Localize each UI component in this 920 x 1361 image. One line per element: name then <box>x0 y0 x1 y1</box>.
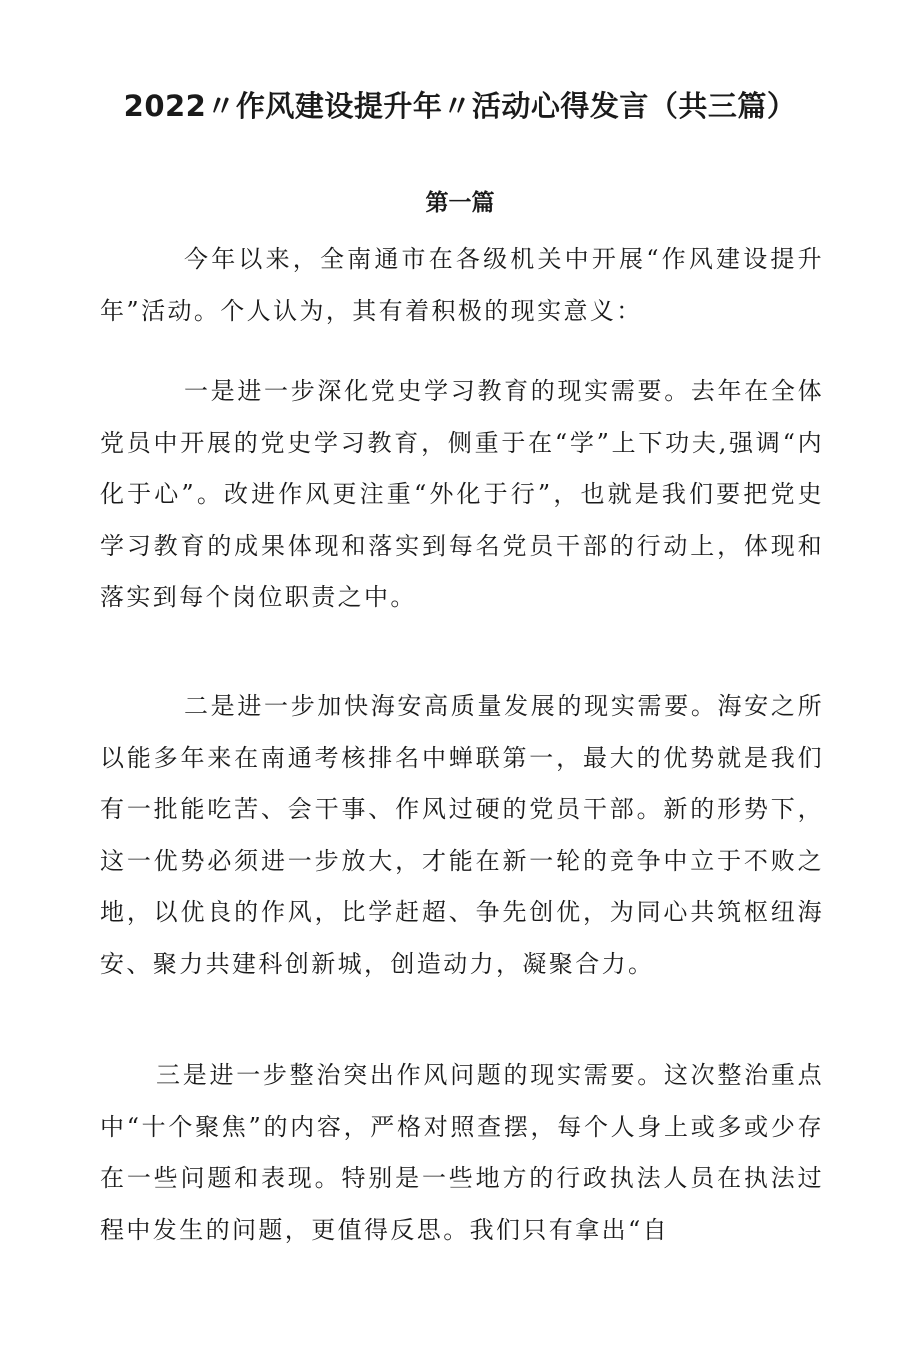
paragraph-intro: 今年以来，全南通市在各级机关中开展“作风建设提升年”活动。个人认为，其有着积极的现实意义： <box>100 245 824 325</box>
paragraph-point-two: 二是进一步加快海安高质量发展的现实需要。海安之所以能多年来在南通考核排名中蝉联第一，最大的优势就是我们有一批能吃苦、会干事、作风过硬的党员干部。新的形势下，这一优势必须进一步放大，才能在新一轮的竞争中立于不败之地，以优良的作风，比学赶超、争先创优，为同心共筑枢纽海安、聚力共建科创新城，创造动力，凝聚合力。 <box>100 692 824 978</box>
paragraph-point-three: 三是进一步整治突出作风问题的现实需要。这次整治重点中“十个聚焦”的内容，严格对照查摆，每个人身上或多或少存在一些问题和表现。特别是一些地方的行政执法人员在执法过程中发生的问题，更值得反思。我们只有拿出“自 <box>100 1061 824 1244</box>
document-title: 2022〃作风建设提升年〃活动心得发言（共三篇） <box>123 89 797 123</box>
section-heading: 第一篇 <box>425 190 495 216</box>
paragraph-point-one: 一是进一步深化党史学习教育的现实需要。去年在全体党员中开展的党史学习教育，侧重于在“学”上下功夫,强调“内化于心”。改进作风更注重“外化于行”，也就是我们要把党史学习教育的成果体现和落实到每名党员干部的行动上，体现和落实到每个岗位职责之中。 <box>100 377 824 611</box>
